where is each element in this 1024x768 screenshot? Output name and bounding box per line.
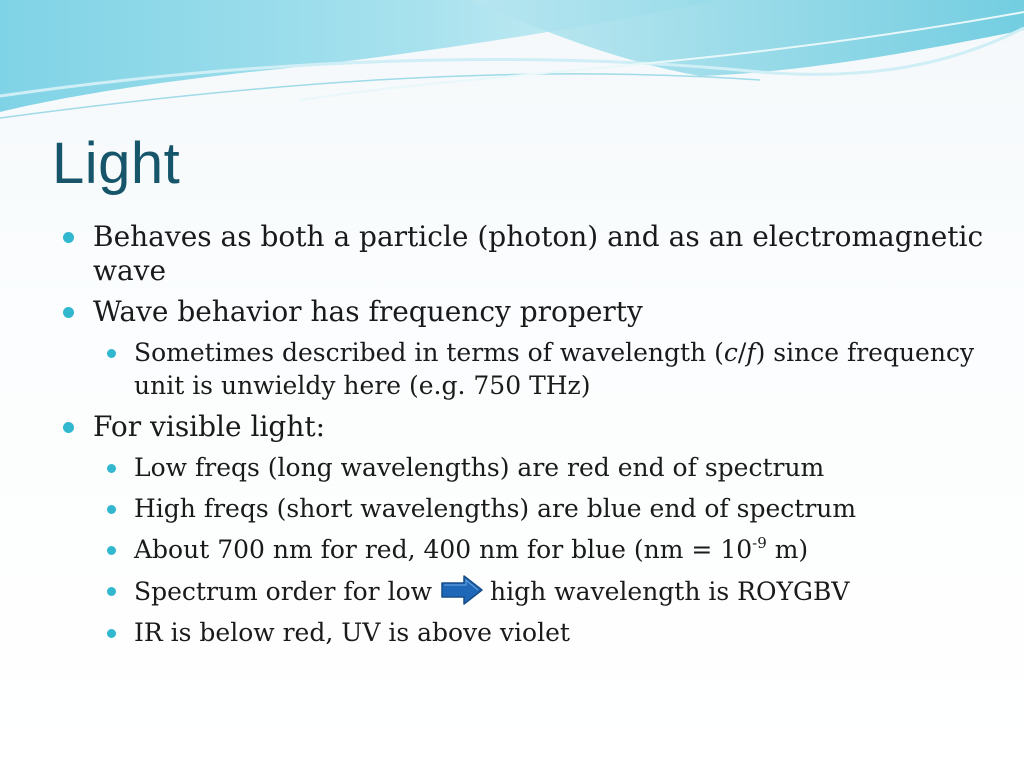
bullet-text-post: high wavelength is ROYGBV — [490, 577, 850, 606]
sub-bullet-item — [62, 336, 1002, 402]
wave-decoration — [0, 0, 1024, 130]
bullet-text-pre: About 700 nm for red, 400 nm for blue (nm = 10 — [134, 535, 753, 564]
bullet-item — [62, 295, 1002, 329]
bullet-item — [62, 410, 1002, 444]
sub-bullet-item — [62, 451, 1002, 484]
sub-bullet-item — [62, 574, 1002, 608]
bullet-text: Low freqs (long wavelengths) are red end of spectrum — [134, 453, 825, 482]
right-arrow-icon — [440, 574, 484, 606]
sub-bullet-item — [62, 616, 1002, 649]
sub-bullet-item — [62, 533, 1002, 566]
slide-title: Light — [52, 131, 181, 196]
frequency-symbol: f — [746, 338, 756, 367]
bullet-text-post: m) — [766, 535, 809, 564]
bullet-text: High freqs (short wavelengths) are blue end of spectrum — [134, 494, 857, 523]
exponent: -9 — [752, 534, 767, 552]
bullet-text-pre: Sometimes described in terms of wavelength ( — [134, 338, 724, 367]
bullet-text-post: ) since frequency unit is unwieldy here (e.g. 750 THz) — [134, 338, 975, 400]
slash: / — [737, 338, 747, 367]
bullet-text: Wave behavior has frequency property — [93, 295, 643, 328]
bullet-text: IR is below red, UV is above violet — [134, 618, 570, 647]
bullet-list — [62, 220, 1002, 657]
bullet-text: For visible light: — [93, 410, 326, 443]
bullet-text: Behaves as both a particle (photon) and as an electromagnetic wave — [93, 220, 984, 287]
speed-of-light-symbol: c — [723, 338, 738, 367]
bullet-text-pre: Spectrum order for low — [134, 577, 433, 606]
sub-bullet-item — [62, 492, 1002, 525]
bullet-item — [62, 220, 1002, 288]
